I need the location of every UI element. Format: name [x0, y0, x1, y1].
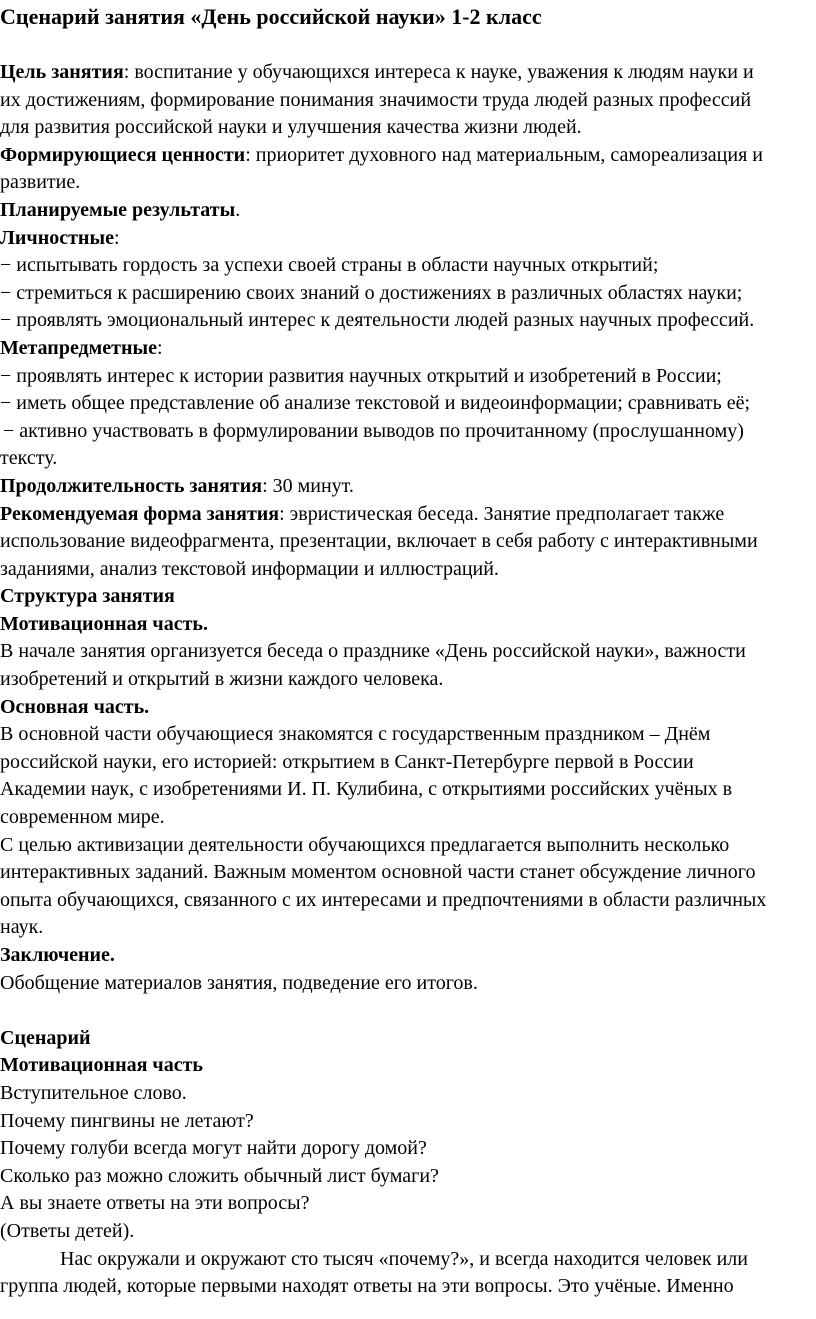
- scenario-paragraph-line-1: Нас окружали и окружают сто тысяч «почему?», и всегда находится человек или: [60, 1247, 748, 1270]
- main-text: российской науки, его историей: открытием в Санкт-Петербурге первой в России: [0, 750, 694, 773]
- duration-label: Продолжительность занятия: [0, 474, 263, 497]
- main-text: интерактивных заданий. Важным моментом основной части станет обсуждение личного: [0, 861, 756, 884]
- metasubject-item: тексту.: [0, 447, 58, 470]
- metasubject-heading-line: [0, 335, 814, 363]
- goal-text-1: : воспитание у обучающихся интереса к науке, уважения к людям науки и: [123, 61, 754, 83]
- main-text: Академии наук, с изобретениями И. П. Кулибина, с открытиями российских учёных в: [0, 778, 733, 801]
- metasubject-label: Метапредметные: [0, 336, 158, 359]
- duration-value: : 30 минут.: [262, 474, 354, 497]
- scenario-text: А вы знаете ответы на эти вопросы?: [0, 1192, 310, 1215]
- form-text-2: использование видеофрагмента, презентации, включает в себя работу с интерактивными: [0, 530, 758, 553]
- results-heading-tail: .: [235, 198, 241, 221]
- form-label: Рекомендуемая форма занятия: [0, 502, 280, 525]
- main-text: наук.: [0, 916, 44, 939]
- main-text: С целью активизации деятельности обучающихся предлагается выполнить несколько: [0, 833, 730, 856]
- personal-item: − проявлять эмоциональный интерес к деятельности людей разных научных профессий.: [0, 309, 755, 332]
- scenario-subheading: Мотивационная часть: [0, 1054, 203, 1077]
- blank-line: [0, 997, 814, 1025]
- conclusion-heading: Заключение.: [0, 944, 115, 966]
- motivation-heading: Мотивационная часть.: [0, 612, 208, 635]
- duration-line: [0, 473, 814, 501]
- document-title: Сценарий занятия «День российской науки» 1-2 класс: [0, 4, 542, 29]
- values-text-1: : приоритет духовного над материальным, самореализация и: [245, 143, 763, 166]
- values-text-2: развитие.: [0, 171, 81, 194]
- metasubject-item: − проявлять интерес к истории развития научных открытий и изобретений в России;: [0, 364, 722, 387]
- goal-text-3: для развития российской науки и улучшения качества жизни людей.: [0, 116, 582, 139]
- main-text: опыта обучающихся, связанного с их интересами и предпочтениями в области различных: [0, 888, 767, 911]
- goal-line-1: [0, 59, 814, 87]
- personal-colon: :: [113, 226, 120, 249]
- metasubject-item: − активно участвовать в формулировании выводов по прочитанному (прослушанному): [3, 419, 744, 442]
- conclusion-text: Обобщение материалов занятия, подведение его итогов.: [0, 971, 478, 994]
- scenario-text: Сколько раз можно сложить обычный лист бумаги?: [0, 1164, 439, 1187]
- form-text-3: заданиями, анализ текстовой информации и иллюстраций.: [0, 557, 499, 580]
- motivation-text: изобретений и открытий в жизни каждого человека.: [0, 668, 444, 691]
- scenario-text: Почему голуби всегда могут найти дорогу домой?: [0, 1137, 427, 1160]
- results-heading: Планируемые результаты: [0, 198, 236, 221]
- form-text-1: : эвристическая беседа. Занятие предполагает также: [279, 502, 725, 525]
- structure-heading: Структура занятия: [0, 585, 175, 608]
- goal-label: Цель занятия: [0, 61, 124, 83]
- scenario-text: Вступительное слово.: [0, 1081, 187, 1104]
- scenario-heading: Сценарий: [0, 1026, 91, 1049]
- personal-item: − стремиться к расширению своих знаний о достижениях в различных областях науки;: [0, 281, 743, 304]
- form-line-1: [0, 501, 814, 529]
- metasubject-item: − иметь общее представление об анализе текстовой и видеоинформации; сравнивать её;: [0, 392, 751, 415]
- values-label: Формирующиеся ценности: [0, 143, 246, 166]
- main-text: В основной части обучающиеся знакомятся с государственным праздником – Днём: [0, 723, 711, 746]
- metasubject-colon: :: [157, 336, 163, 359]
- motivation-text: В начале занятия организуется беседа о празднике «День российской науки», важности: [0, 640, 746, 663]
- main-text: современном мире.: [0, 806, 165, 829]
- main-heading: Основная часть.: [0, 695, 150, 718]
- scenario-paragraph-line-2: группа людей, которые первыми находят ответы на эти вопросы. Это учёные. Именно: [0, 1275, 734, 1298]
- personal-heading-line: [0, 225, 814, 253]
- personal-item: − испытывать гордость за успехи своей страны в области научных открытий;: [0, 254, 659, 277]
- values-line-1: [0, 142, 814, 170]
- scenario-text: Почему пингвины не летают?: [0, 1109, 254, 1132]
- results-heading-line: [0, 197, 814, 225]
- personal-label: Личностные: [0, 226, 114, 249]
- scenario-text: (Ответы детей).: [0, 1219, 135, 1242]
- document-body: [0, 59, 814, 1301]
- goal-text-2: их достижениям, формирование понимания значимости труда людей разных профессий: [0, 88, 752, 111]
